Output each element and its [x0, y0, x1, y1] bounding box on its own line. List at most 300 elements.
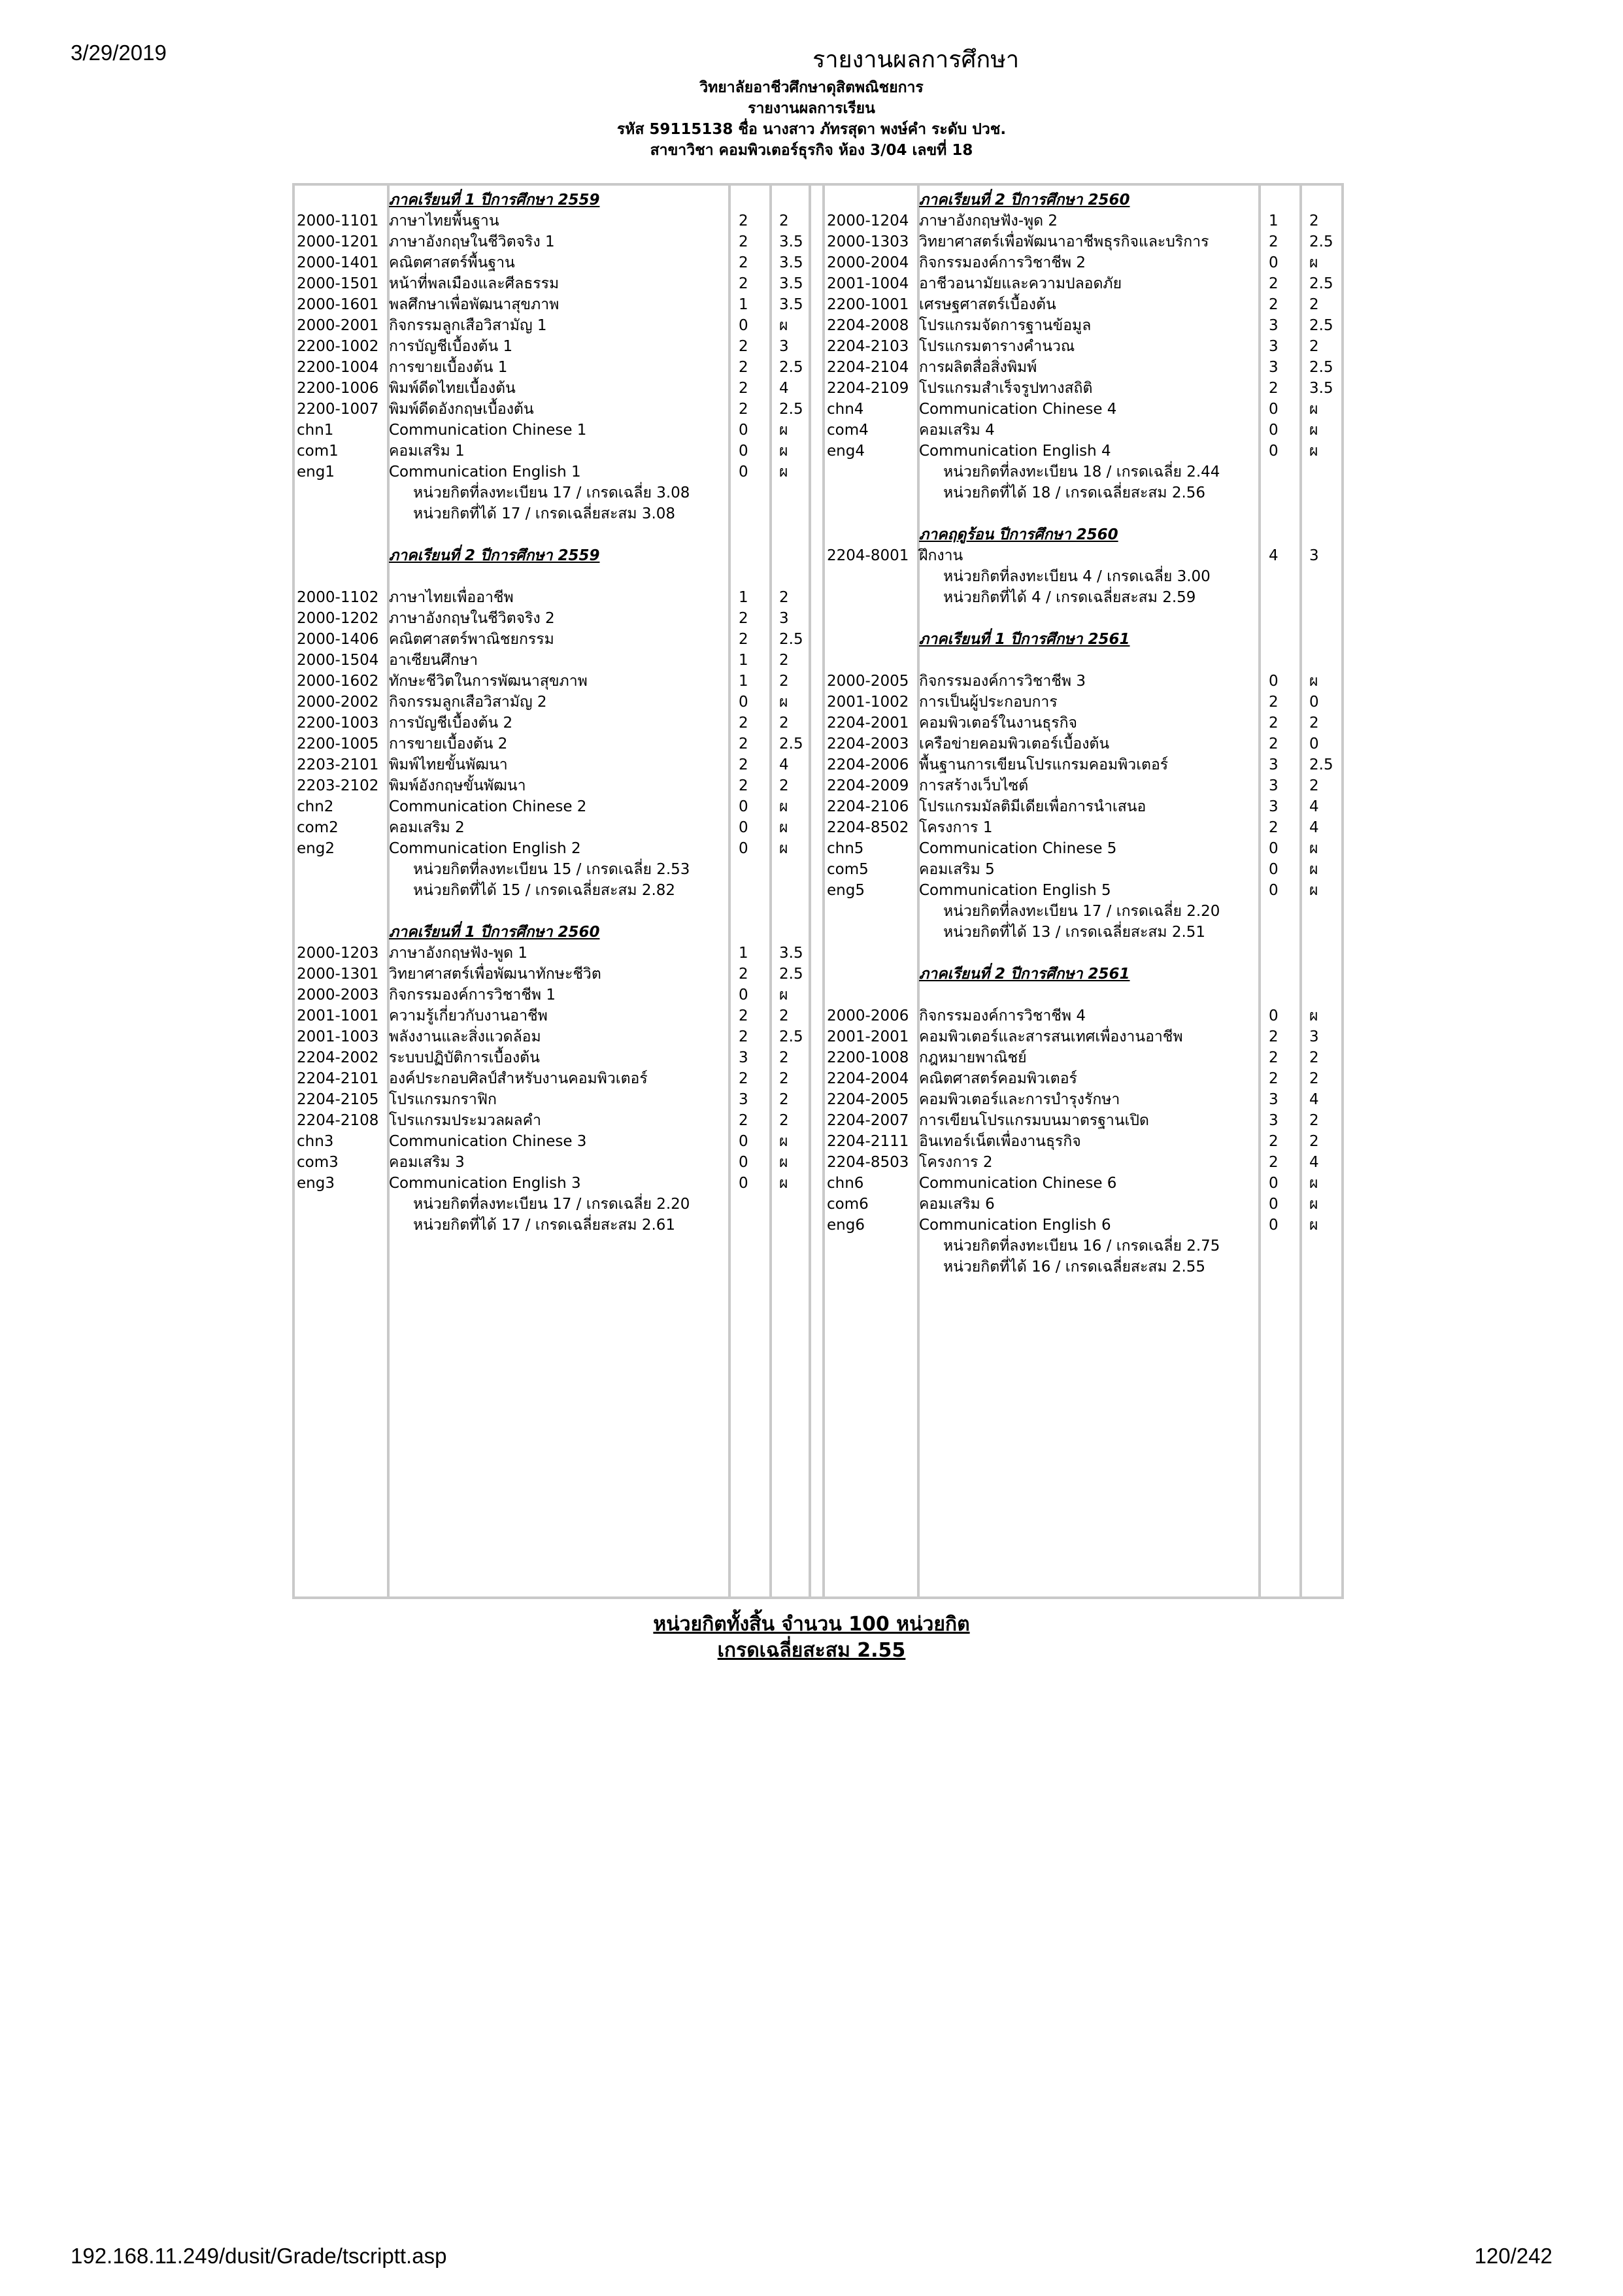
course-credit: 2 [739, 610, 748, 627]
course-name: ภาษาอังกฤษฟัง-พูด 1 [389, 945, 528, 962]
course-credit: 3 [1269, 317, 1279, 334]
course-name: ทักษะชีวิตในการพัฒนาสุขภาพ [389, 673, 588, 690]
course-name: โปรแกรมกราฟิก [389, 1091, 497, 1108]
course-name: Communication English 5 [919, 882, 1111, 899]
course-code: 2204-2105 [297, 1091, 379, 1108]
semester-title: ภาคเรียนที่ 2 ปีการศึกษา 2561 [919, 966, 1130, 983]
course-credit: 4 [1269, 547, 1279, 564]
course-grade: 4 [1309, 798, 1319, 815]
summary-text: หน่วยกิตที่ลงทะเบียน 18 / เกรดเฉลี่ย 2.44 [943, 464, 1220, 481]
summary-text: หน่วยกิตที่ลงทะเบียน 17 / เกรดเฉลี่ย 2.20 [413, 1196, 690, 1213]
course-grade: ผ [779, 464, 788, 481]
course-name: โครงการ 1 [919, 819, 993, 836]
course-code: eng6 [827, 1217, 865, 1234]
course-name: กิจกรรมองค์การวิชาชีพ 3 [919, 673, 1086, 690]
semester-title: ภาคเรียนที่ 2 ปีการศึกษา 2560 [919, 192, 1130, 209]
course-grade: ผ [779, 694, 788, 711]
course-grade: 2 [779, 1007, 789, 1024]
course-credit: 0 [1269, 1196, 1279, 1213]
course-code: chn2 [297, 798, 334, 815]
course-grade: 0 [1309, 694, 1319, 711]
course-name: คอมเสริม 3 [389, 1154, 465, 1171]
course-grade: 2 [779, 652, 789, 669]
course-code: 2001-1002 [827, 694, 909, 711]
course-name: Communication English 4 [919, 443, 1111, 460]
course-code: 2200-1002 [297, 338, 379, 355]
course-code: 2203-2101 [297, 756, 379, 773]
course-credit: 2 [739, 1007, 748, 1024]
course-name: กิจกรรมองค์การวิชาชีพ 1 [389, 987, 556, 1004]
course-code: 2204-2006 [827, 756, 909, 773]
course-name: อาเซียนศึกษา [389, 652, 478, 669]
grid-divider [809, 186, 811, 1596]
course-credit: 3 [1269, 756, 1279, 773]
course-code: 2000-1201 [297, 233, 379, 250]
course-code: 2204-2005 [827, 1091, 909, 1108]
course-grade: ผ [1309, 401, 1318, 418]
course-grade: 2 [779, 589, 789, 606]
course-name: การขายเบื้องต้น 1 [389, 359, 508, 376]
course-credit: 0 [1269, 840, 1279, 857]
course-credit: 2 [1269, 1049, 1279, 1066]
course-grade: 2 [1309, 212, 1319, 229]
course-grade: ผ [1309, 443, 1318, 460]
course-name: พลศึกษาเพื่อพัฒนาสุขภาพ [389, 296, 560, 313]
course-code: 2204-2001 [827, 715, 909, 732]
course-code: chn5 [827, 840, 864, 857]
course-name: การเขียนโปรแกรมบนมาตรฐานเปิด [919, 1112, 1149, 1129]
semester-title: ภาคเรียนที่ 2 ปีการศึกษา 2559 [389, 547, 600, 564]
print-url: 192.168.11.249/dusit/Grade/tscriptt.asp [71, 2244, 447, 2268]
course-name: วิทยาศาสตร์เพื่อพัฒนาอาชีพธุรกิจและบริการ [919, 233, 1209, 250]
course-credit: 0 [1269, 861, 1279, 878]
course-name: เครือข่ายคอมพิวเตอร์เบื้องต้น [919, 735, 1110, 752]
course-name: ภาษาไทยพื้นฐาน [389, 212, 499, 229]
course-credit: 2 [1269, 380, 1279, 397]
course-name: ความรู้เกี่ยวกับงานอาชีพ [389, 1007, 548, 1024]
course-name: คอมเสริม 4 [919, 422, 995, 439]
course-credit: 0 [1269, 254, 1279, 271]
course-code: eng2 [297, 840, 335, 857]
course-grade: ผ [779, 317, 788, 334]
course-credit: 1 [739, 589, 748, 606]
course-code: 2203-2102 [297, 777, 379, 794]
course-name: คอมพิวเตอร์และการบำรุงรักษา [919, 1091, 1120, 1108]
course-name: การสร้างเว็บไซต์ [919, 777, 1029, 794]
course-code: 2001-1004 [827, 275, 909, 292]
summary-text: หน่วยกิตที่ได้ 15 / เกรดเฉลี่ยสะสม 2.82 [413, 882, 676, 899]
print-date: 3/29/2019 [71, 41, 167, 65]
course-code: eng5 [827, 882, 865, 899]
course-grade: ผ [779, 1133, 788, 1150]
summary-text: หน่วยกิตที่ได้ 17 / เกรดเฉลี่ยสะสม 3.08 [413, 505, 676, 522]
course-grade: 3 [1309, 1028, 1319, 1045]
course-code: chn1 [297, 422, 334, 439]
course-credit: 2 [739, 735, 748, 752]
course-credit: 1 [739, 673, 748, 690]
grid-divider [822, 186, 825, 1596]
course-credit: 0 [739, 819, 748, 836]
course-code: 2000-1301 [297, 966, 379, 983]
college-name: วิทยาลัยอาชีวศึกษาดุสิตพณิชยการ [699, 79, 924, 96]
course-credit: 3 [1269, 798, 1279, 815]
course-grade: 2 [779, 715, 789, 732]
course-code: chn3 [297, 1133, 334, 1150]
course-credit: 2 [1269, 1133, 1279, 1150]
course-grade: 3 [1309, 547, 1319, 564]
course-code: 2000-1406 [297, 631, 379, 648]
course-name: ภาษาอังกฤษฟัง-พูด 2 [919, 212, 1058, 229]
course-name: คอมเสริม 2 [389, 819, 465, 836]
course-credit: 0 [739, 1154, 748, 1171]
course-credit: 0 [1269, 882, 1279, 899]
course-code: 2001-1001 [297, 1007, 379, 1024]
course-grade: ผ [779, 798, 788, 815]
course-code: 2000-1401 [297, 254, 379, 271]
course-code: com6 [827, 1196, 869, 1213]
course-code: eng3 [297, 1175, 335, 1192]
course-credit: 0 [1269, 422, 1279, 439]
course-code: eng1 [297, 464, 335, 481]
course-code: 2000-2006 [827, 1007, 909, 1024]
course-code: 2000-1101 [297, 212, 379, 229]
semester-title: ภาคเรียนที่ 1 ปีการศึกษา 2559 [389, 192, 600, 209]
summary-text: หน่วยกิตที่ได้ 16 / เกรดเฉลี่ยสะสม 2.55 [943, 1258, 1206, 1275]
course-grade: 3.5 [1309, 380, 1333, 397]
course-code: 2000-1303 [827, 233, 909, 250]
course-name: พิมพ์ดีดอังกฤษเบื้องต้น [389, 401, 534, 418]
course-credit: 3 [1269, 1112, 1279, 1129]
course-credit: 0 [739, 840, 748, 857]
course-code: 2200-1007 [297, 401, 379, 418]
course-code: 2204-2106 [827, 798, 909, 815]
course-code: 2204-2009 [827, 777, 909, 794]
course-code: 2000-1204 [827, 212, 909, 229]
course-name: หน้าที่พลเมืองและศีลธรรม [389, 275, 560, 292]
course-name: คอมเสริม 5 [919, 861, 995, 878]
course-code: 2204-2103 [827, 338, 909, 355]
course-name: อาชีวอนามัยและความปลอดภัย [919, 275, 1122, 292]
course-credit: 0 [1269, 401, 1279, 418]
course-credit: 2 [1269, 233, 1279, 250]
course-code: 2200-1001 [827, 296, 909, 313]
course-name: Communication Chinese 5 [919, 840, 1117, 857]
course-credit: 2 [739, 715, 748, 732]
course-credit: 0 [739, 987, 748, 1004]
course-grade: 0 [1309, 735, 1319, 752]
course-code: 2204-2108 [297, 1112, 379, 1129]
course-grade: ผ [1309, 254, 1318, 271]
course-name: คอมพิวเตอร์และสารสนเทศเพื่องานอาชีพ [919, 1028, 1183, 1045]
course-grade: ผ [1309, 1217, 1318, 1234]
course-grade: 2.5 [779, 735, 803, 752]
course-grade: ผ [1309, 422, 1318, 439]
semester-title: ภาคเรียนที่ 1 ปีการศึกษา 2560 [389, 924, 600, 941]
course-grade: ผ [779, 819, 788, 836]
course-code: eng4 [827, 443, 865, 460]
course-credit: 2 [739, 233, 748, 250]
course-code: 2000-1102 [297, 589, 379, 606]
course-code: com1 [297, 443, 339, 460]
course-name: Communication English 1 [389, 464, 581, 481]
course-credit: 3 [1269, 359, 1279, 376]
course-name: คณิตศาสตร์พาณิชยกรรม [389, 631, 554, 648]
course-code: 2000-2003 [297, 987, 379, 1004]
program-info: สาขาวิชา คอมพิวเตอร์ธุรกิจ ห้อง 3/04 เลขที่ 18 [650, 142, 973, 159]
summary-text: หน่วยกิตที่ได้ 18 / เกรดเฉลี่ยสะสม 2.56 [943, 484, 1206, 501]
course-grade: 4 [1309, 1091, 1319, 1108]
course-grade: 4 [779, 380, 789, 397]
course-name: Communication English 3 [389, 1175, 581, 1192]
course-credit: 2 [739, 275, 748, 292]
course-name: กิจกรรมองค์การวิชาชีพ 4 [919, 1007, 1086, 1024]
summary-text: หน่วยกิตที่ลงทะเบียน 17 / เกรดเฉลี่ย 3.08 [413, 484, 690, 501]
course-name: พลังงานและสิ่งแวดล้อม [389, 1028, 541, 1045]
course-name: วิทยาศาสตร์เพื่อพัฒนาทักษะชีวิต [389, 966, 601, 983]
course-name: อินเทอร์เน็ตเพื่องานธุรกิจ [919, 1133, 1081, 1150]
course-name: ภาษาอังกฤษในชีวิตจริง 1 [389, 233, 555, 250]
course-credit: 2 [1269, 819, 1279, 836]
course-grade: ผ [779, 1154, 788, 1171]
summary-text: หน่วยกิตที่ได้ 4 / เกรดเฉลี่ยสะสม 2.59 [943, 589, 1196, 606]
course-code: com3 [297, 1154, 339, 1171]
course-credit: 3 [739, 1091, 748, 1108]
course-code: 2001-2001 [827, 1028, 909, 1045]
course-code: com2 [297, 819, 339, 836]
course-code: 2001-1003 [297, 1028, 379, 1045]
course-name: โปรแกรมสำเร็จรูปทางสถิติ [919, 380, 1093, 397]
course-grade: ผ [779, 1175, 788, 1192]
course-code: 2000-2004 [827, 254, 909, 271]
course-credit: 2 [739, 380, 748, 397]
grid-divider [1258, 186, 1261, 1596]
course-grade: ผ [1309, 1196, 1318, 1213]
course-code: 2204-2002 [297, 1049, 379, 1066]
course-credit: 0 [739, 1133, 748, 1150]
course-grade: 2.5 [1309, 233, 1333, 250]
course-credit: 3 [1269, 1091, 1279, 1108]
course-grade: 3 [779, 610, 789, 627]
course-name: Communication Chinese 4 [919, 401, 1117, 418]
course-name: พิมพ์ดีดไทยเบื้องต้น [389, 380, 516, 397]
course-code: 2200-1005 [297, 735, 379, 752]
course-name: กิจกรรมลูกเสือวิสามัญ 2 [389, 694, 547, 711]
course-code: 2000-1504 [297, 652, 379, 669]
course-name: คณิตศาสตร์พื้นฐาน [389, 254, 515, 271]
course-code: 2204-2003 [827, 735, 909, 752]
course-credit: 0 [739, 317, 748, 334]
course-code: 2204-8001 [827, 547, 909, 564]
course-code: 2000-1203 [297, 945, 379, 962]
course-grade: ผ [1309, 882, 1318, 899]
course-grade: 3.5 [779, 945, 803, 962]
course-grade: 2.5 [779, 359, 803, 376]
course-code: 2204-2004 [827, 1070, 909, 1087]
summary-text: หน่วยกิตที่ได้ 13 / เกรดเฉลี่ยสะสม 2.51 [943, 924, 1206, 941]
course-grade: 2.5 [779, 631, 803, 648]
course-grade: ผ [779, 443, 788, 460]
course-grade: ผ [779, 987, 788, 1004]
course-name: ระบบปฏิบัติการเบื้องต้น [389, 1049, 540, 1066]
course-grade: 2 [779, 212, 789, 229]
course-name: พิมพ์ไทยขั้นพัฒนา [389, 756, 508, 773]
course-grade: 2 [1309, 777, 1319, 794]
student-info: รหัส 59115138 ชื่อ นางสาว ภัทรสุดา พงษ์คำ ระดับ ปวช. [616, 121, 1007, 138]
course-name: โปรแกรมตารางคำนวณ [919, 338, 1075, 355]
course-credit: 2 [1269, 275, 1279, 292]
course-grade: 2 [779, 673, 789, 690]
course-code: 2000-2001 [297, 317, 379, 334]
report-title: รายงานผลการเรียน [748, 100, 875, 117]
course-name: การบัญชีเบื้องต้น 1 [389, 338, 513, 355]
report-header [0, 77, 1623, 161]
course-code: 2204-8502 [827, 819, 909, 836]
course-grade: 4 [1309, 819, 1319, 836]
course-credit: 0 [739, 798, 748, 815]
course-credit: 3 [1269, 777, 1279, 794]
course-credit: 2 [739, 631, 748, 648]
course-code: com4 [827, 422, 869, 439]
course-credit: 0 [1269, 1007, 1279, 1024]
course-name: คอมพิวเตอร์ในงานธุรกิจ [919, 715, 1078, 732]
course-name: การบัญชีเบื้องต้น 2 [389, 715, 513, 732]
print-page-number: 120/242 [1474, 2244, 1552, 2268]
course-name: ภาษาอังกฤษในชีวิตจริง 2 [389, 610, 555, 627]
course-code: 2204-2109 [827, 380, 909, 397]
course-grade: ผ [779, 840, 788, 857]
course-credit: 2 [1269, 715, 1279, 732]
course-credit: 2 [739, 777, 748, 794]
course-grade: 2 [779, 777, 789, 794]
course-grade: 2 [779, 1070, 789, 1087]
course-grade: 2 [1309, 1049, 1319, 1066]
course-credit: 3 [1269, 338, 1279, 355]
course-grade: 2 [779, 1049, 789, 1066]
course-grade: ผ [1309, 861, 1318, 878]
course-grade: ผ [779, 422, 788, 439]
course-grade: 2 [1309, 715, 1319, 732]
course-grade: 4 [1309, 1154, 1319, 1171]
course-grade: ผ [1309, 1175, 1318, 1192]
course-credit: 2 [1269, 694, 1279, 711]
course-name: Communication Chinese 2 [389, 798, 587, 815]
course-credit: 2 [1269, 1028, 1279, 1045]
cumulative-gpa: เกรดเฉลี่ยสะสม 2.55 [717, 1639, 906, 1662]
course-credit: 1 [739, 296, 748, 313]
course-credit: 0 [739, 694, 748, 711]
course-grade: 2.5 [779, 966, 803, 983]
course-code: 2204-2007 [827, 1112, 909, 1129]
course-credit: 0 [1269, 1175, 1279, 1192]
course-credit: 1 [1269, 212, 1279, 229]
course-name: องค์ประกอบศิลป์สำหรับงานคอมพิวเตอร์ [389, 1070, 648, 1087]
course-name: โปรแกรมมัลติมีเดียเพื่อการนำเสนอ [919, 798, 1146, 815]
semester-title: ภาคเรียนที่ 1 ปีการศึกษา 2561 [919, 631, 1130, 648]
grid-divider [728, 186, 731, 1596]
course-name: พิมพ์อังกฤษขั้นพัฒนา [389, 777, 526, 794]
course-name: กิจกรรมลูกเสือวิสามัญ 1 [389, 317, 547, 334]
course-name: Communication Chinese 6 [919, 1175, 1117, 1192]
course-credit: 2 [1269, 1154, 1279, 1171]
course-grade: 3.5 [779, 275, 803, 292]
course-credit: 0 [1269, 1217, 1279, 1234]
course-grade: 4 [779, 756, 789, 773]
summary-text: หน่วยกิตที่ลงทะเบียน 17 / เกรดเฉลี่ย 2.20 [943, 903, 1220, 920]
course-credit: 2 [739, 756, 748, 773]
course-grade: 2.5 [1309, 359, 1333, 376]
course-credit: 2 [1269, 735, 1279, 752]
course-code: 2200-1008 [827, 1049, 909, 1066]
course-credit: 1 [739, 945, 748, 962]
course-name: Communication English 2 [389, 840, 581, 857]
course-grade: 3.5 [779, 254, 803, 271]
course-code: chn6 [827, 1175, 864, 1192]
course-name: เศรษฐศาสตร์เบื้องต้น [919, 296, 1056, 313]
course-credit: 0 [739, 443, 748, 460]
course-name: กิจกรรมองค์การวิชาชีพ 2 [919, 254, 1086, 271]
course-grade: 2 [779, 1091, 789, 1108]
course-grade: ผ [1309, 1007, 1318, 1024]
course-grade: 2 [1309, 1112, 1319, 1129]
course-name: พื้นฐานการเขียนโปรแกรมคอมพิวเตอร์ [919, 756, 1169, 773]
course-credit: 0 [1269, 673, 1279, 690]
course-credit: 2 [1269, 296, 1279, 313]
course-name: โปรแกรมประมวลผลคำ [389, 1112, 541, 1129]
course-code: 2200-1003 [297, 715, 379, 732]
course-credit: 2 [739, 1028, 748, 1045]
course-grade: 2 [1309, 296, 1319, 313]
print-page-title: รายงานผลการศึกษา [812, 46, 1020, 73]
course-name: คณิตศาสตร์คอมพิวเตอร์ [919, 1070, 1077, 1087]
course-grade: 2.5 [1309, 317, 1333, 334]
course-name: ฝึกงาน [919, 547, 963, 564]
course-grade: ผ [1309, 840, 1318, 857]
course-grade: 3.5 [779, 296, 803, 313]
course-code: 2200-1006 [297, 380, 379, 397]
course-name: คอมเสริม 1 [389, 443, 465, 460]
course-code: 2204-2111 [827, 1133, 909, 1150]
course-grade: 2 [1309, 1070, 1319, 1087]
course-grade: 2.5 [779, 401, 803, 418]
course-name: การขายเบื้องต้น 2 [389, 735, 508, 752]
course-credit: 2 [739, 401, 748, 418]
course-grade: 3 [779, 338, 789, 355]
course-name: โครงการ 2 [919, 1154, 993, 1171]
course-name: Communication English 6 [919, 1217, 1111, 1234]
course-code: 2204-2101 [297, 1070, 379, 1087]
course-credit: 2 [739, 338, 748, 355]
course-grade: 2 [1309, 1133, 1319, 1150]
course-code: 2000-2005 [827, 673, 909, 690]
course-name: ภาษาไทยเพื่ออาชีพ [389, 589, 514, 606]
summary-text: หน่วยกิตที่ลงทะเบียน 4 / เกรดเฉลี่ย 3.00 [943, 568, 1211, 585]
course-code: 2000-1202 [297, 610, 379, 627]
summary-text: หน่วยกิตที่ลงทะเบียน 16 / เกรดเฉลี่ย 2.75 [943, 1238, 1220, 1255]
course-credit: 0 [1269, 443, 1279, 460]
course-code: 2000-1501 [297, 275, 379, 292]
course-credit: 2 [739, 1112, 748, 1129]
course-name: Communication Chinese 3 [389, 1133, 587, 1150]
course-name: การผลิตสื่อสิ่งพิมพ์ [919, 359, 1037, 376]
course-credit: 0 [739, 1175, 748, 1192]
course-grade: 2 [1309, 338, 1319, 355]
total-credits: หน่วยกิตทั้งสิ้น จำนวน 100 หน่วยกิต [653, 1613, 970, 1636]
course-credit: 2 [1269, 1070, 1279, 1087]
course-grade: 2 [779, 1112, 789, 1129]
summary-text: หน่วยกิตที่ลงทะเบียน 15 / เกรดเฉลี่ย 2.53 [413, 861, 690, 878]
course-code: 2000-1601 [297, 296, 379, 313]
course-credit: 3 [739, 1049, 748, 1066]
